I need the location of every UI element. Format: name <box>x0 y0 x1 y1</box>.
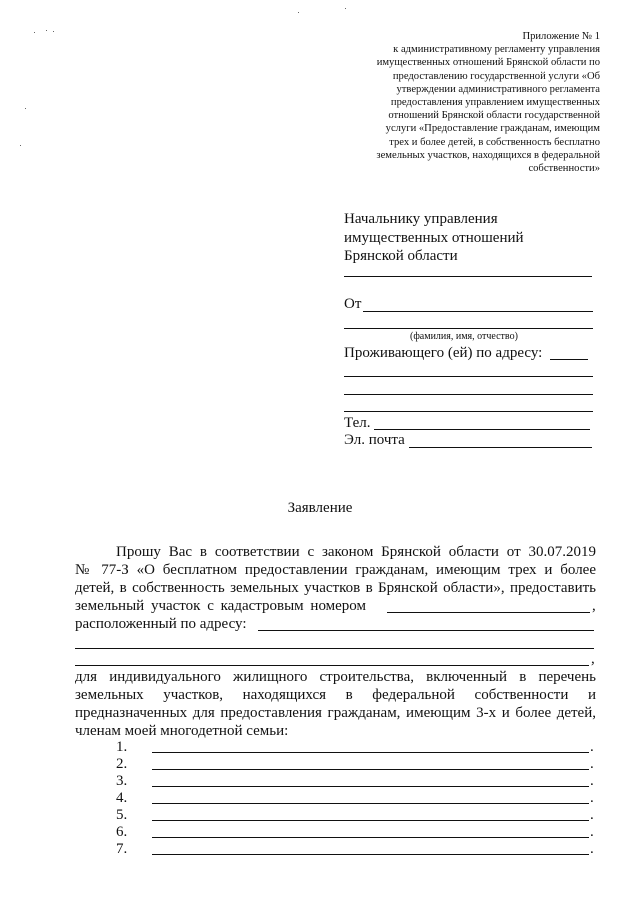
addressee-line: имущественных отношений <box>344 229 524 246</box>
family-member-number: 3. <box>116 773 128 789</box>
item-end: . <box>590 756 594 772</box>
appendix-line: предоставлению государственной услуги «Об <box>392 70 600 82</box>
address-field-line[interactable] <box>344 411 593 412</box>
family-member-field[interactable] <box>152 803 589 804</box>
email-field[interactable] <box>409 447 592 448</box>
appendix-line: имущественных отношений Брянской области по <box>376 57 600 69</box>
family-member-field[interactable] <box>152 820 589 821</box>
family-member-field[interactable] <box>152 769 589 770</box>
email-label: Эл. почта <box>344 432 405 448</box>
body-line: № 77-З «О бесплатном предоставлении гражданам, имеющим трех и более <box>75 562 596 578</box>
family-member-field[interactable] <box>152 837 589 838</box>
plot-address-field-line-3[interactable] <box>75 665 589 666</box>
body-line: для индивидуального жилищного строительства, включенный в перечень <box>75 669 596 685</box>
family-member-field[interactable] <box>152 786 589 787</box>
item-end: . <box>590 790 594 806</box>
body-line: земельный участок с кадастровым номером <box>75 598 367 614</box>
address-field-line[interactable] <box>344 394 593 395</box>
item-end: . <box>590 841 594 857</box>
appendix-block <box>300 30 600 175</box>
scan-speck <box>25 108 26 109</box>
family-member-number: 1. <box>116 739 128 755</box>
comma: , <box>591 651 595 667</box>
body-line: Прошу Вас в соответствии с законом Брянской области от 30.07.2019 <box>116 544 596 560</box>
addressee-line: Брянской области <box>344 248 458 264</box>
scan-speck <box>298 12 299 13</box>
appendix-line: предоставления управлением имущественных <box>390 97 600 109</box>
body-line: земельных участков, находящихся в федеральной собственности и <box>75 687 596 703</box>
address-label: Проживающего (ей) по адресу: <box>344 345 543 361</box>
item-end: . <box>590 739 594 755</box>
plot-address-field-line-2[interactable] <box>75 648 594 649</box>
scan-speck <box>34 32 35 33</box>
family-member-number: 5. <box>116 807 128 823</box>
scan-speck <box>46 30 47 31</box>
family-member-number: 6. <box>116 824 128 840</box>
family-member-field[interactable] <box>152 752 589 753</box>
from-label: От <box>344 296 362 312</box>
from-name-field[interactable] <box>363 311 593 312</box>
appendix-line: утверждении административного регламента <box>396 83 600 95</box>
scan-speck <box>53 31 54 32</box>
scan-speck <box>20 145 21 146</box>
body-line: предназначенных для предоставления гражданам, имеющим 3-х и более детей, <box>75 705 596 721</box>
addressee-block <box>344 210 524 266</box>
item-end: . <box>590 773 594 789</box>
phone-field[interactable] <box>374 429 590 430</box>
appendix-line: услуги «Предоставление гражданам, имеющим <box>385 123 600 135</box>
document-title: Заявление <box>287 500 353 516</box>
appendix-line: земельных участков, находящихся в федеральной <box>376 149 600 161</box>
item-end: . <box>590 807 594 823</box>
body-line: детей, в собственность земельных участков в Брянской области», предоставить <box>75 580 596 596</box>
item-end: . <box>590 824 594 840</box>
appendix-title: Приложение № 1 <box>522 31 600 42</box>
plot-address-field[interactable] <box>258 630 594 631</box>
family-member-field[interactable] <box>152 854 589 855</box>
scan-speck <box>345 8 346 9</box>
appendix-line: к административному регламенту управления <box>393 44 600 56</box>
appendix-line: трех и более детей, в собственность бесплатно <box>389 136 600 148</box>
appendix-line: отношений Брянской области государственной <box>388 110 600 122</box>
appendix-line: собственности» <box>528 163 600 175</box>
address-field-line[interactable] <box>344 376 593 377</box>
family-member-number: 2. <box>116 756 128 772</box>
phone-label: Тел. <box>344 415 371 431</box>
from-name-field-line-2[interactable] <box>344 328 593 329</box>
family-member-number: 7. <box>116 841 128 857</box>
family-member-number: 4. <box>116 790 128 806</box>
fio-caption: (фамилия, имя, отчество) <box>410 331 518 342</box>
addressee-line: Начальнику управления <box>344 211 498 227</box>
body-line: расположенный по адресу: <box>75 616 247 632</box>
cadastral-number-field[interactable] <box>387 612 590 613</box>
address-field-inline[interactable] <box>550 359 588 360</box>
addressee-blank-line[interactable] <box>344 276 592 277</box>
body-line: членам моей многодетной семьи: <box>75 723 289 739</box>
comma: , <box>592 598 596 614</box>
